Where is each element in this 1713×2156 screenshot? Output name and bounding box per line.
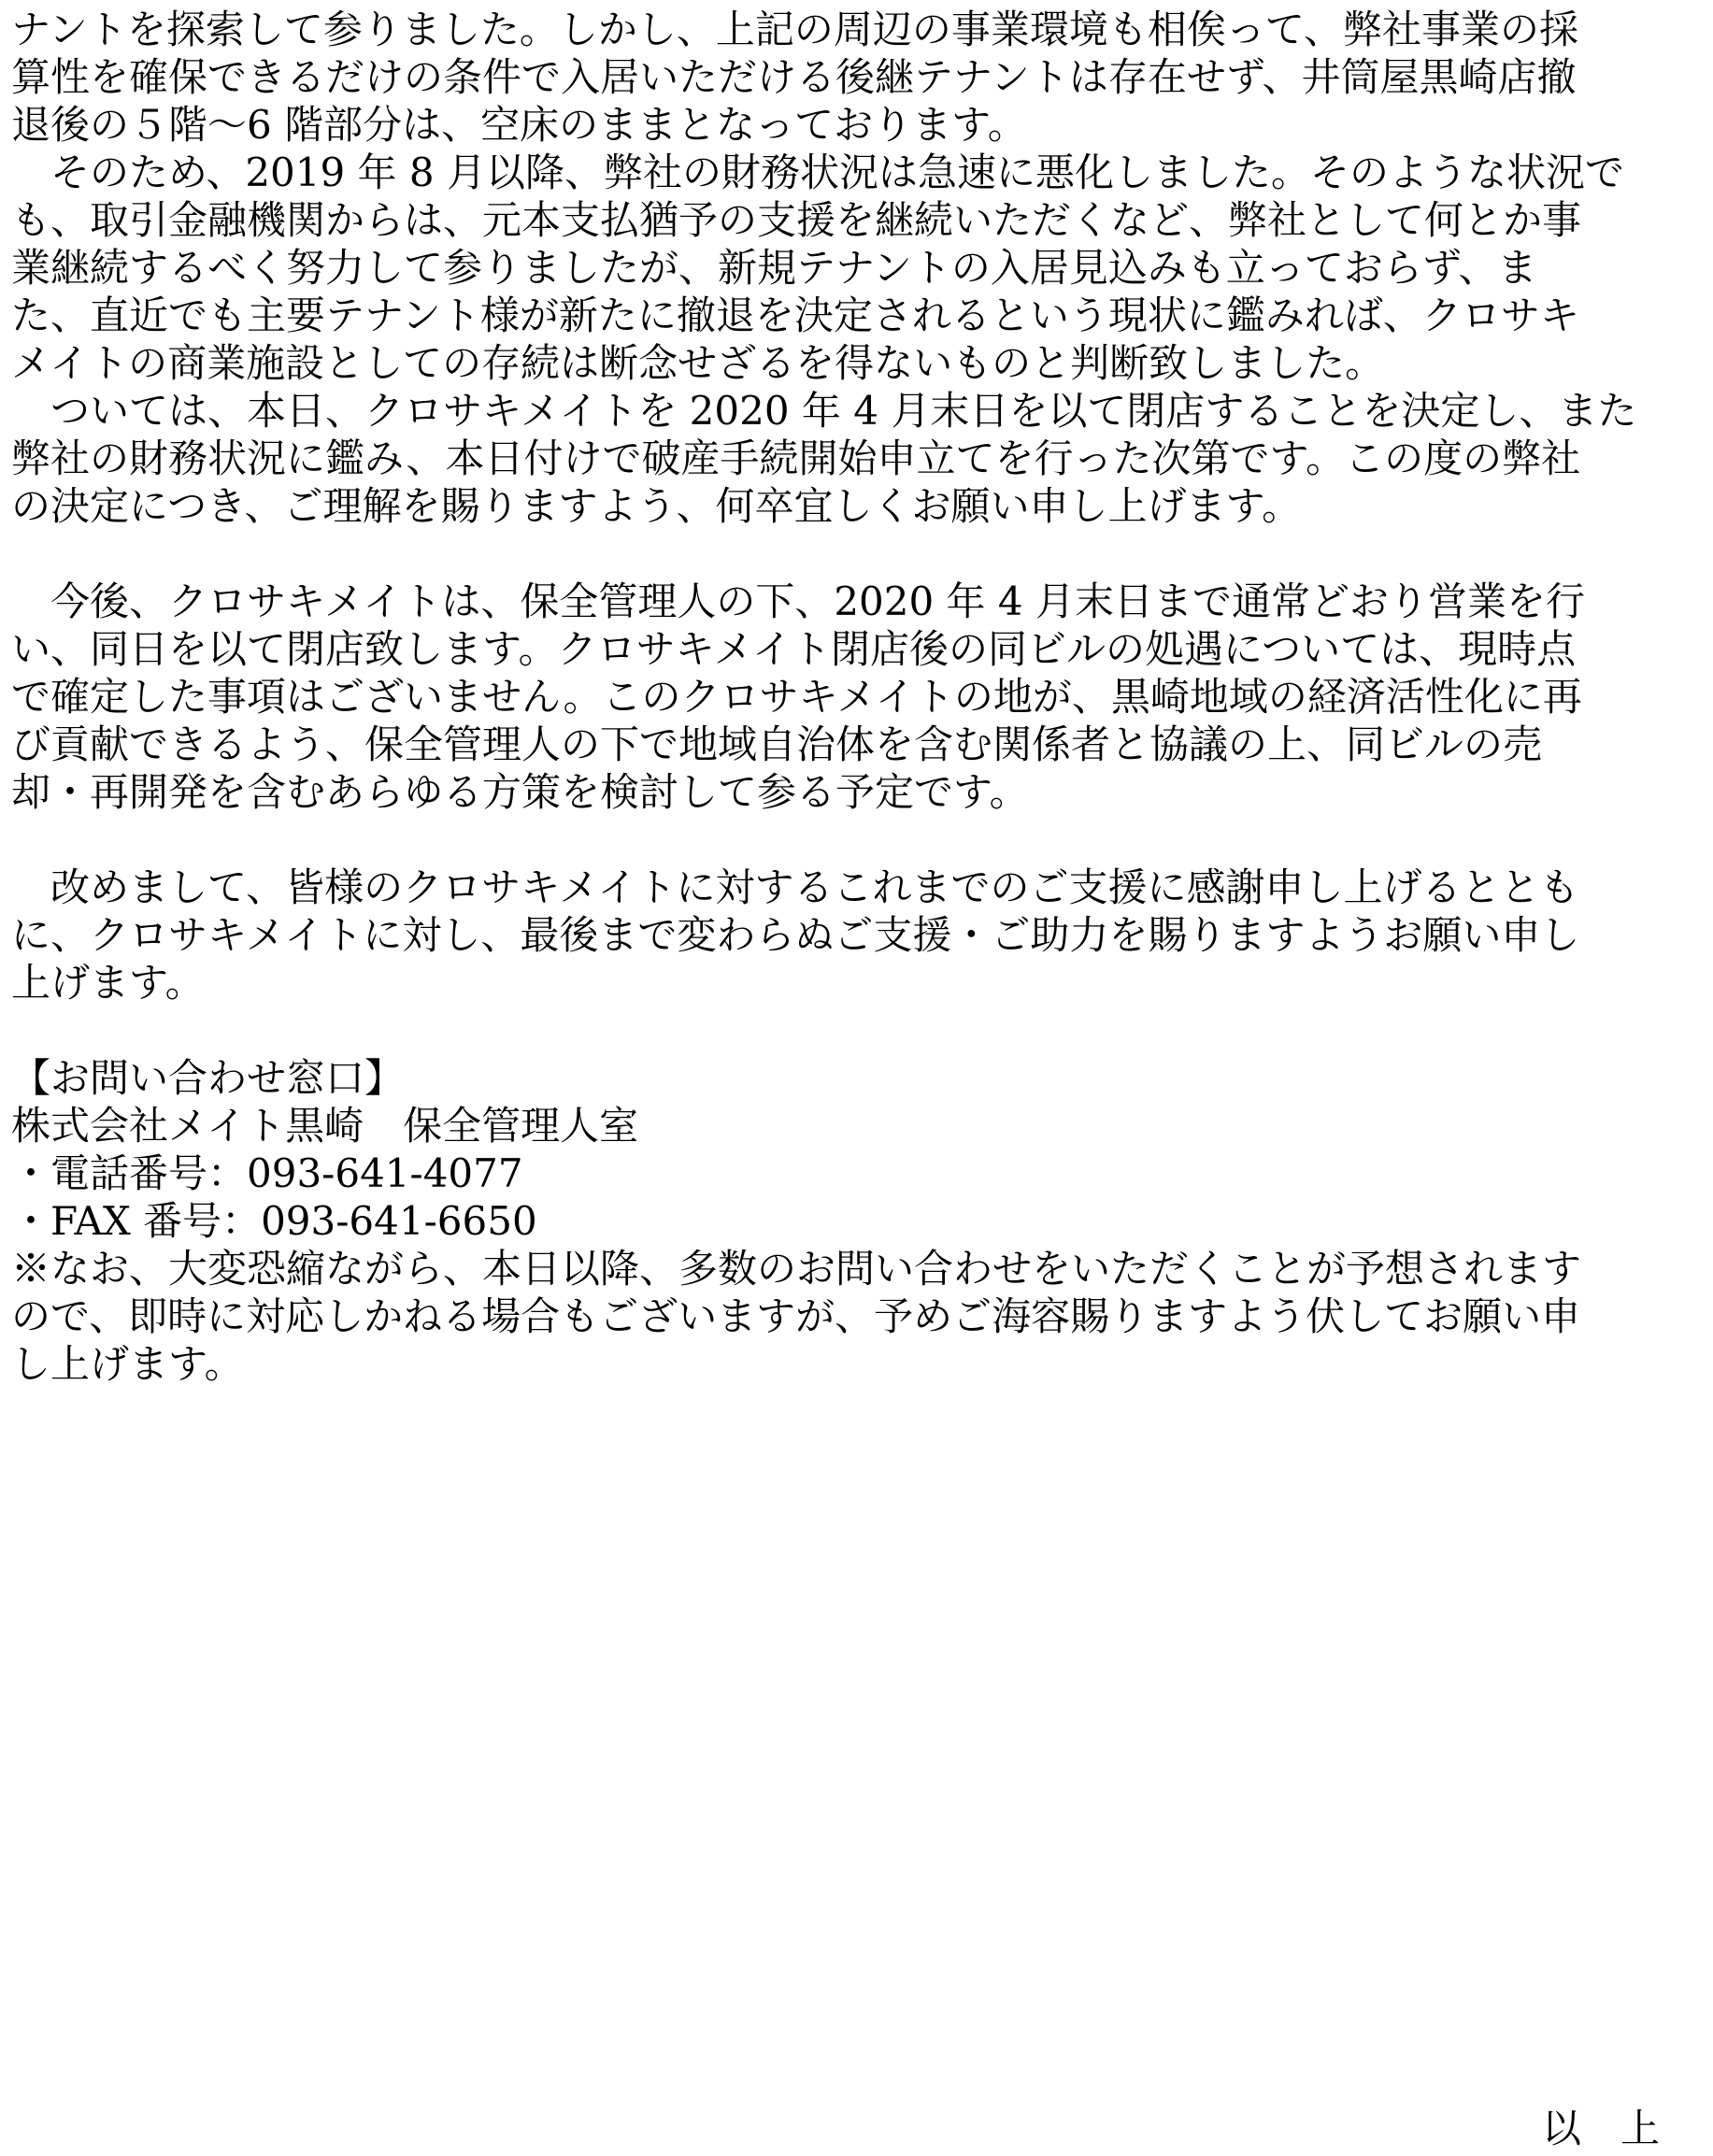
contact-heading: 【お問い合わせ窓口】 (11, 1055, 405, 1101)
text-line: の決定につき、ご理解を賜りますよう、何卒宜しくお願い申し上げます。 (11, 483, 1302, 529)
text-line: メイトの商業施設としての存続は断念せざるを得ないものと判断致しました。 (11, 340, 1385, 386)
text-line: 却・再開発を含むあらゆる方策を検討して参る予定です。 (11, 769, 1029, 815)
text-line: そのため、2019 年 8 月以降、弊社の財務状況は急速に悪化しました。そのような状況で (50, 150, 1624, 195)
text-line: ナントを探索して参りました。しかし、上記の周辺の事業環境も相俟って、弊社事業の採 (11, 7, 1579, 52)
closing-mark: 以 上 (1542, 2106, 1661, 2151)
text-line: い、同日を以て閉店致します。クロサキメイト閉店後の同ビルの処遇については、現時点 (11, 626, 1577, 672)
contact-fax: ・FAX 番号：093-641-6650 (11, 1198, 537, 1244)
text-line: し上げます。 (11, 1341, 244, 1387)
text-line: 退後の５階～6 階部分は、空床のままとなっております。 (11, 102, 1027, 148)
text-line: に、クロサキメイトに対し、最後まで変わらぬご支援・ご助力を賜りますようお願い申し (11, 912, 1580, 958)
text-line: 今後、クロサキメイトは、保全管理人の下、2020 年 4 月末日まで通常どおり営業を行 (50, 578, 1585, 624)
text-line: も、取引金融機関からは、元本支払猶予の支援を継続いただくなど、弊社として何とか事 (11, 197, 1582, 243)
text-line: 改めまして、皆様のクロサキメイトに対するこれまでのご支援に感謝申し上げるととも (50, 864, 1579, 910)
text-line: 上げます。 (11, 960, 205, 1006)
contact-phone: ・電話番号：093-641-4077 (11, 1150, 523, 1196)
text-line: 業継続するべく努力して参りましたが、新規テナントの入居見込みも立っておらず、ま (11, 245, 1537, 291)
contact-organization: 株式会社メイト黒崎 保全管理人室 (11, 1103, 639, 1149)
text-line: 弊社の財務状況に鑑み、本日付けで破産手続開始申立てを行った次第です。この度の弊社 (11, 435, 1581, 481)
text-line: ※なお、大変恐縮ながら、本日以降、多数のお問い合わせをいただくことが予想されます (11, 1246, 1582, 1292)
text-line: ついては、本日、クロサキメイトを 2020 年 4 月末日を以て閉店することを決定し、また (50, 388, 1637, 434)
text-line: た、直近でも主要テナント様が新たに撤退を決定されるという現状に鑑みれば、クロサキ (11, 293, 1579, 338)
text-line: で確定した事項はございません。このクロサキメイトの地が、黒崎地域の経済活性化に再 (11, 674, 1582, 720)
text-line: 算性を確保できるだけの条件で入居いただける後継テナントは存在せず、井筒屋黒崎店撤 (11, 54, 1577, 100)
text-line: ので、即時に対応しかねる場合もございますが、予めご海容賜りますよう伏してお願い申 (11, 1293, 1581, 1339)
text-line: び貢献できるよう、保全管理人の下で地域自治体を含む関係者と協議の上、同ビルの売 (11, 721, 1543, 767)
